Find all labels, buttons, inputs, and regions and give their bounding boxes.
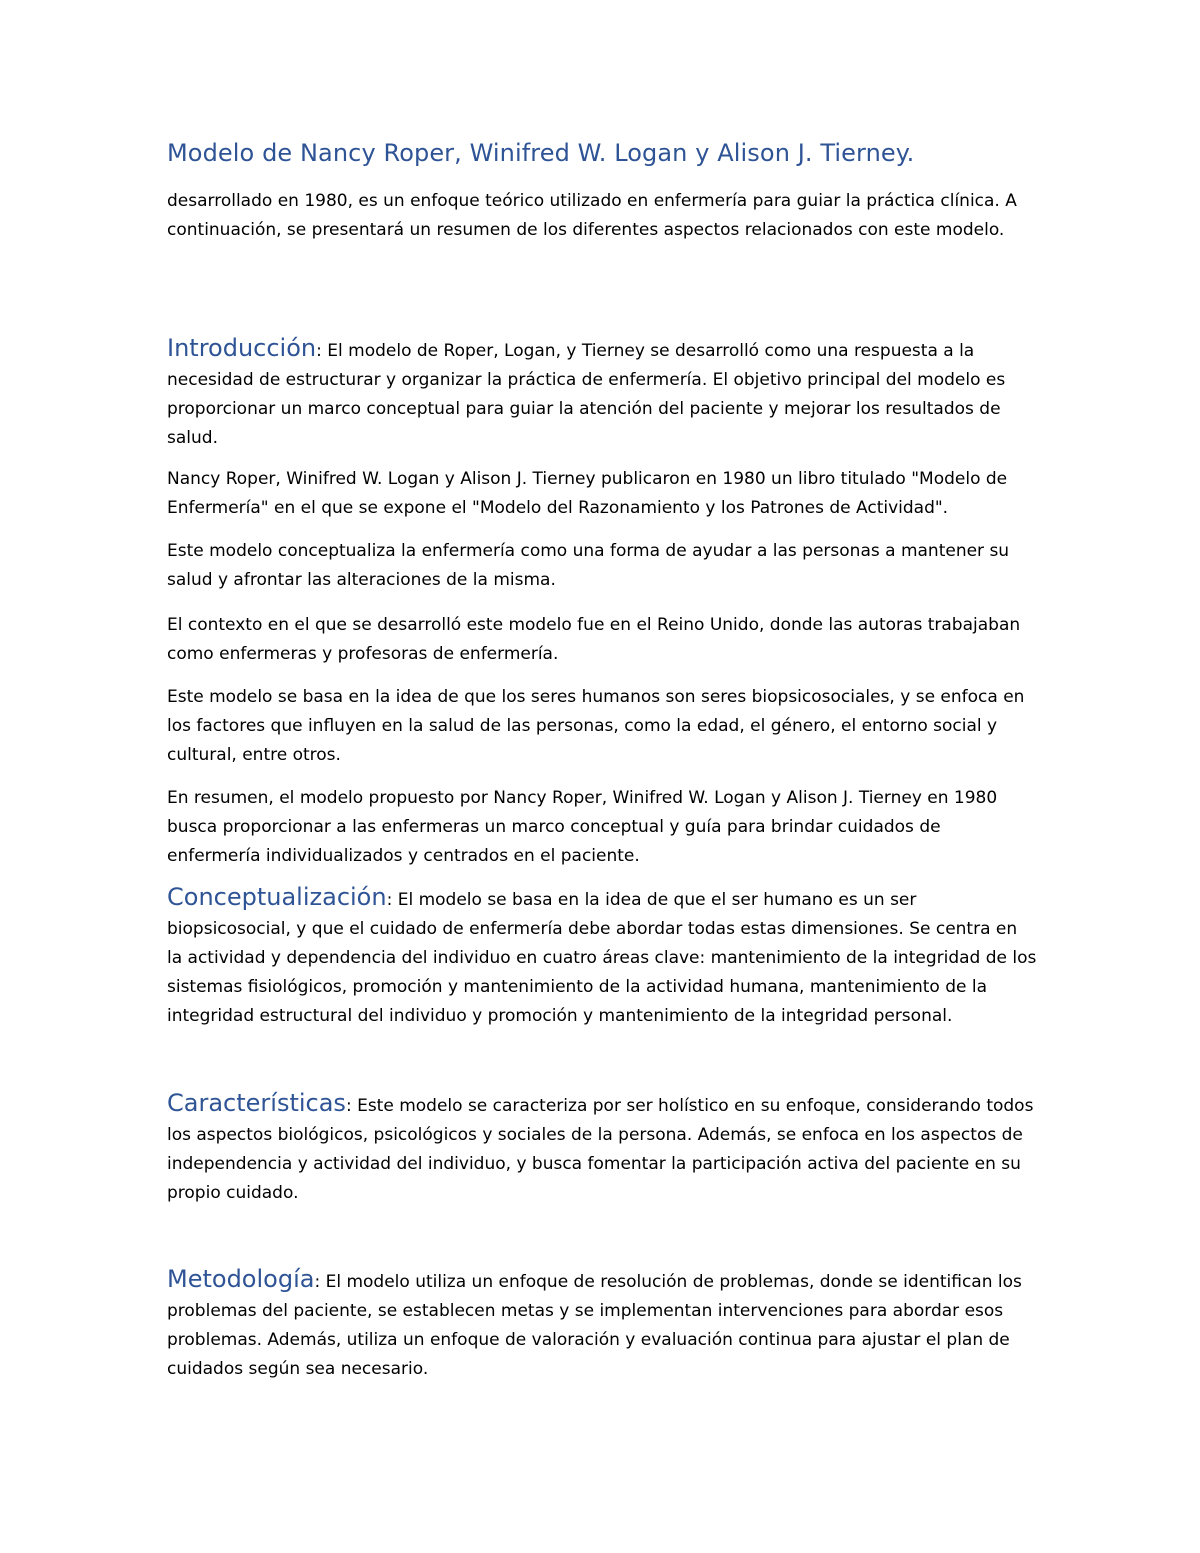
section-heading-conceptualizacion: Conceptualización (167, 883, 387, 911)
heading-colon: : (386, 890, 398, 910)
section-text-introduccion: El modelo de Roper, Logan, y Tierney se desarrolló como una respuesta a la necesidad de estructurar y organizar la práctica de enfermería. El objetivo principal del modelo es proporcionar un marco conceptual para guiar la atención del paciente y mejorar los resultados de salud. (167, 341, 1006, 448)
section-heading-caracteristicas: Características (167, 1089, 346, 1117)
paragraph-contexto: El contexto en el que se desarrolló este modelo fue en el Reino Unido, donde las autoras trabajaban como enfermeras y profesoras de enfermería. (167, 615, 1021, 664)
paragraph-resumen: En resumen, el modelo propuesto por Nancy Roper, Winifred W. Logan y Alison J. Tierney en 1980 busca proporcionar a las enfermeras un marco conceptual y guía para brindar cuidados de enfermería individualizados y centrados en el paciente. (167, 788, 998, 866)
section-heading-introduccion: Introducción (167, 334, 317, 362)
heading-colon: : (345, 1096, 358, 1116)
paragraph-biopsicosociales: Este modelo se basa en la idea de que los seres humanos son seres biopsicosociales, y se enfoca en los factores que influyen en la salud de las personas, como la edad, el género, el entorno social y cultural, entre otros. (167, 687, 1025, 765)
heading-colon: : (314, 1272, 326, 1292)
intro-paragraph: desarrollado en 1980, es un enfoque teórico utilizado en enfermería para guiar la práctica clínica. A continuación, se presentará un resumen de los diferentes aspectos relacionados con este modelo. (167, 191, 1017, 240)
paragraph-conceptualiza: Este modelo conceptualiza la enfermería como una forma de ayudar a las personas a mantener su salud y afrontar las alteraciones de la misma. (167, 541, 1010, 590)
section-caracteristicas (167, 1089, 1037, 1208)
section-text-caracteristicas: Este modelo se caracteriza por ser holístico en su enfoque, considerando todos los aspectos biológicos, psicológicos y sociales de la persona. Además, se enfoca en los aspectos de independencia y actividad del individuo, y busca fomentar la participación activa del paciente en su propio cuidado. (167, 1096, 1034, 1203)
section-text-metodologia: El modelo utiliza un enfoque de resolución de problemas, donde se identifican los problemas del paciente, se establecen metas y se implementan intervenciones para abordar esos problemas. Además, utiliza un enfoque de valoración y evaluación continua para ajustar el plan de cuidados según sea necesario. (167, 1272, 1022, 1379)
heading-colon: : (316, 341, 328, 361)
section-conceptualizacion (167, 883, 1037, 1031)
section-heading-metodologia: Metodología (167, 1265, 315, 1293)
section-introduccion (167, 334, 1037, 453)
document-title: Modelo de Nancy Roper, Winifred W. Logan y Alison J. Tierney. (167, 139, 915, 167)
section-metodologia (167, 1265, 1037, 1384)
section-text-conceptualizacion: El modelo se basa en la idea de que el ser humano es un ser biopsicosocial, y que el cuidado de enfermería debe abordar todas estas dimensiones. Se centra en la actividad y dependencia del individuo en cuatro áreas clave: mantenimiento de la integridad de los sistemas fisiológicos, promoción y mantenimiento de la actividad humana, mantenimiento de la integridad estructural del individuo y promoción y mantenimiento de la integridad personal. (167, 890, 1037, 1026)
paragraph-libro: Nancy Roper, Winifred W. Logan y Alison J. Tierney publicaron en 1980 un libro titulado "Modelo de Enfermería" en el que se expone el "Modelo del Razonamiento y los Patrones de Actividad". (167, 469, 1008, 518)
